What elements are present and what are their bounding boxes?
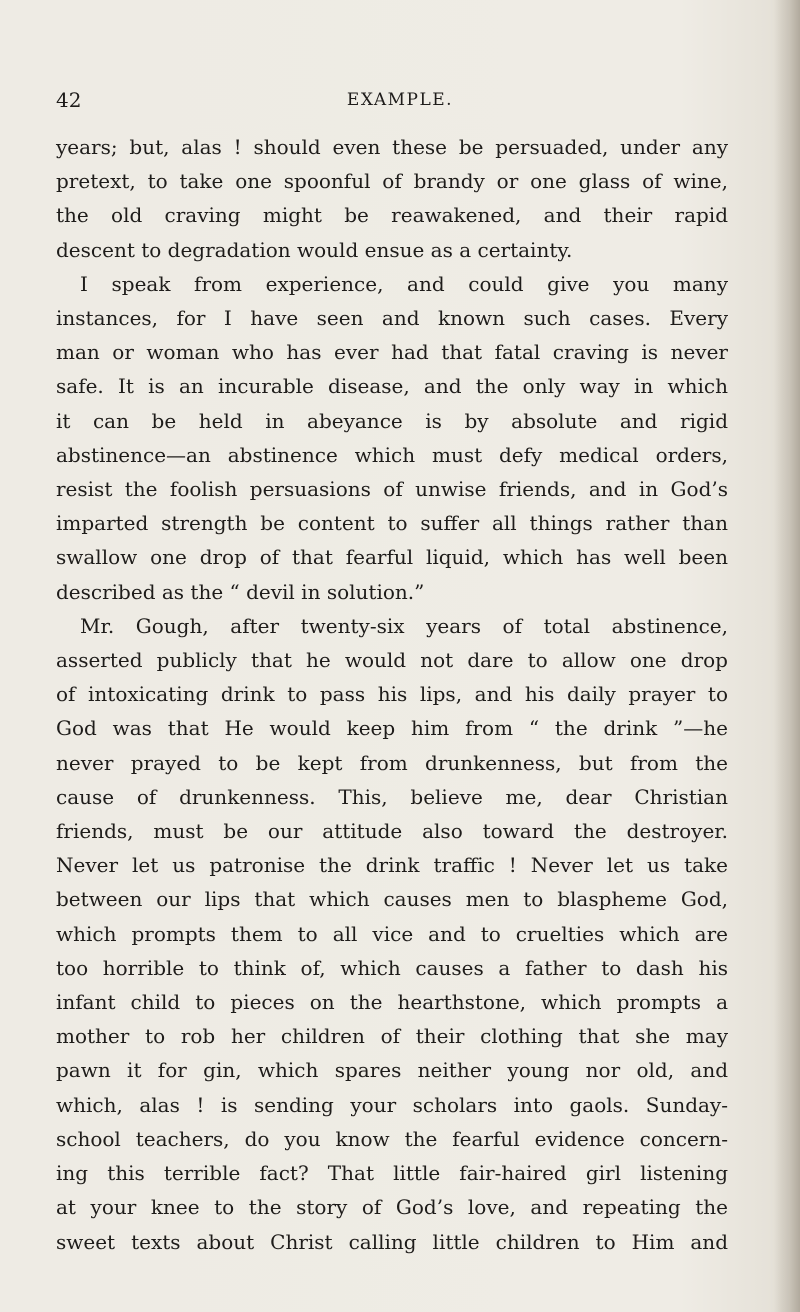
text-line: friends, must be our attitude also toward the destroyer. bbox=[56, 819, 728, 844]
text-line: Never let us patronise the drink traffic ! Never let us take bbox=[56, 853, 728, 878]
text-line: between our lips that which causes men to blaspheme God, bbox=[56, 887, 728, 912]
text-line: too horrible to think of, which causes a father to dash his bbox=[56, 955, 728, 980]
text-line: instances, for I have seen and known such cases. Every bbox=[56, 306, 728, 331]
text-line: pretext, to take one spoonful of brandy or one glass of wine, bbox=[56, 169, 728, 194]
text-line: which prompts them to all vice and to cruelties which are bbox=[56, 921, 728, 946]
text-line: pawn it for gin, which spares neither young nor old, and bbox=[56, 1058, 728, 1083]
text-line: sweet texts about Christ calling little children to Him and bbox=[56, 1229, 728, 1254]
text-line: mother to rob her children of their clothing that she may bbox=[56, 1024, 728, 1049]
page-header bbox=[0, 88, 800, 112]
text-line: resist the foolish persuasions of unwise friends, and in God’s bbox=[56, 477, 728, 502]
text-line: God was that He would keep him from “ the drink ”—he bbox=[56, 716, 728, 741]
text-line: it can be held in abeyance is by absolute and rigid bbox=[56, 408, 728, 433]
body-text bbox=[56, 130, 728, 1259]
page-edge-shadow bbox=[774, 0, 800, 1312]
text-line: infant child to pieces on the hearthstone, which prompts a bbox=[56, 990, 728, 1015]
text-line: man or woman who has ever had that fatal craving is never bbox=[56, 340, 728, 365]
text-line: swallow one drop of that fearful liquid, which has well been bbox=[56, 545, 728, 570]
text-line: cause of drunkenness. This, believe me, dear Christian bbox=[56, 784, 728, 809]
text-line: ing this terrible fact? That little fair-haired girl listening bbox=[56, 1161, 728, 1186]
text-line: imparted strength be content to suffer all things rather than bbox=[56, 511, 728, 536]
text-line: never prayed to be kept from drunkenness, but from the bbox=[56, 750, 728, 775]
text-line: the old craving might be reawakened, and their rapid bbox=[56, 203, 728, 228]
text-line: descent to degradation would ensue as a certainty. bbox=[56, 237, 573, 262]
text-line: I speak from experience, and could give you many bbox=[80, 271, 728, 296]
text-line: of intoxicating drink to pass his lips, and his daily prayer to bbox=[56, 682, 728, 707]
text-line: asserted publicly that he would not dare to allow one drop bbox=[56, 648, 728, 673]
text-line: abstinence—an abstinence which must defy medical orders, bbox=[56, 442, 728, 467]
text-line: which, alas ! is sending your scholars into gaols. Sunday- bbox=[56, 1092, 728, 1117]
text-line: Mr. Gough, after twenty-six years of total abstinence, bbox=[80, 613, 728, 638]
text-line: described as the “ devil in solution.” bbox=[56, 579, 425, 604]
text-line: safe. It is an incurable disease, and the only way in which bbox=[56, 374, 728, 399]
text-line: at your knee to the story of God’s love, and repeating the bbox=[56, 1195, 728, 1220]
page-number: 42 bbox=[56, 88, 82, 112]
running-head: EXAMPLE. bbox=[346, 90, 454, 110]
text-line: school teachers, do you know the fearful evidence concern- bbox=[56, 1126, 728, 1151]
text-line: years; but, alas ! should even these be persuaded, under any bbox=[56, 135, 728, 159]
